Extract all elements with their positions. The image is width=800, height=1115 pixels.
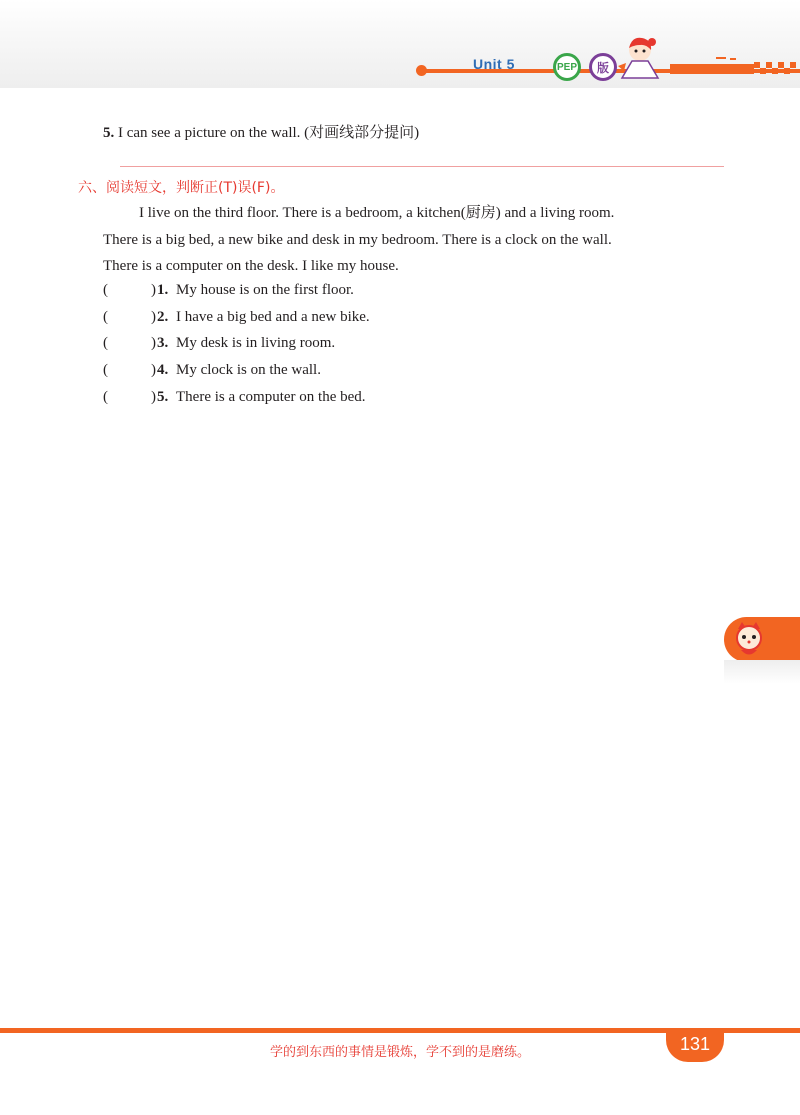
tf-item-number: 5. bbox=[157, 388, 169, 405]
tf-item-number: 2. bbox=[157, 308, 169, 325]
cat-mascot-icon bbox=[733, 621, 765, 659]
unit-label: Unit 5 bbox=[473, 56, 515, 72]
passage-line: There is a computer on the desk. I like my house. bbox=[103, 258, 399, 274]
tf-item-number: 3. bbox=[157, 335, 169, 352]
header-dot bbox=[416, 65, 427, 76]
passage-line: I live on the third floor. There is a bedroom, a kitchen(厨房) and a living room. bbox=[139, 205, 615, 221]
tf-item-number: 1. bbox=[157, 282, 169, 298]
answer-paren-close: ) bbox=[151, 308, 156, 325]
answer-paren-close: ) bbox=[151, 362, 156, 379]
tf-item-text: My desk is in living room. bbox=[176, 335, 336, 352]
page-number: 131 bbox=[679, 1034, 711, 1054]
answer-paren-close: ) bbox=[151, 388, 156, 405]
reading-passage bbox=[103, 200, 723, 280]
answer-paren-close: ) bbox=[151, 282, 156, 298]
edition-badge: 版 bbox=[589, 53, 617, 81]
tf-item-text: My clock is on the wall. bbox=[176, 362, 321, 379]
mascot-girl-icon bbox=[612, 36, 672, 80]
tf-item-text: My house is on the first floor. bbox=[176, 282, 354, 298]
question-5-text: I can see a picture on the wall. (对画线部分提问) bbox=[114, 125, 420, 141]
answer-paren-open: ( bbox=[103, 362, 108, 379]
answer-paren-open: ( bbox=[103, 282, 108, 298]
question-5-number: 5. bbox=[103, 125, 115, 141]
pep-badge: PEP bbox=[553, 53, 581, 81]
section-6-title: 六、阅读短文，判断正(T)误(F)。 bbox=[78, 180, 285, 196]
question-5 bbox=[103, 121, 419, 142]
passage-line: There is a big bed, a new bike and desk in my bedroom. There is a clock on the wall. bbox=[103, 231, 612, 248]
tf-item-text: I have a big bed and a new bike. bbox=[176, 308, 370, 325]
tf-item-number: 4. bbox=[157, 362, 169, 379]
answer-line bbox=[120, 166, 724, 167]
footer-motto: 学的到东西的事情是锻炼，学不到的是磨练。 bbox=[269, 1045, 530, 1060]
side-tab-shadow bbox=[724, 660, 800, 684]
checker-flag-icon bbox=[670, 56, 800, 80]
answer-paren-open: ( bbox=[103, 308, 108, 325]
answer-paren-close: ) bbox=[151, 335, 156, 352]
answer-paren-open: ( bbox=[103, 388, 108, 405]
tf-item-text: There is a computer on the bed. bbox=[176, 388, 366, 405]
answer-paren-open: ( bbox=[103, 335, 108, 352]
